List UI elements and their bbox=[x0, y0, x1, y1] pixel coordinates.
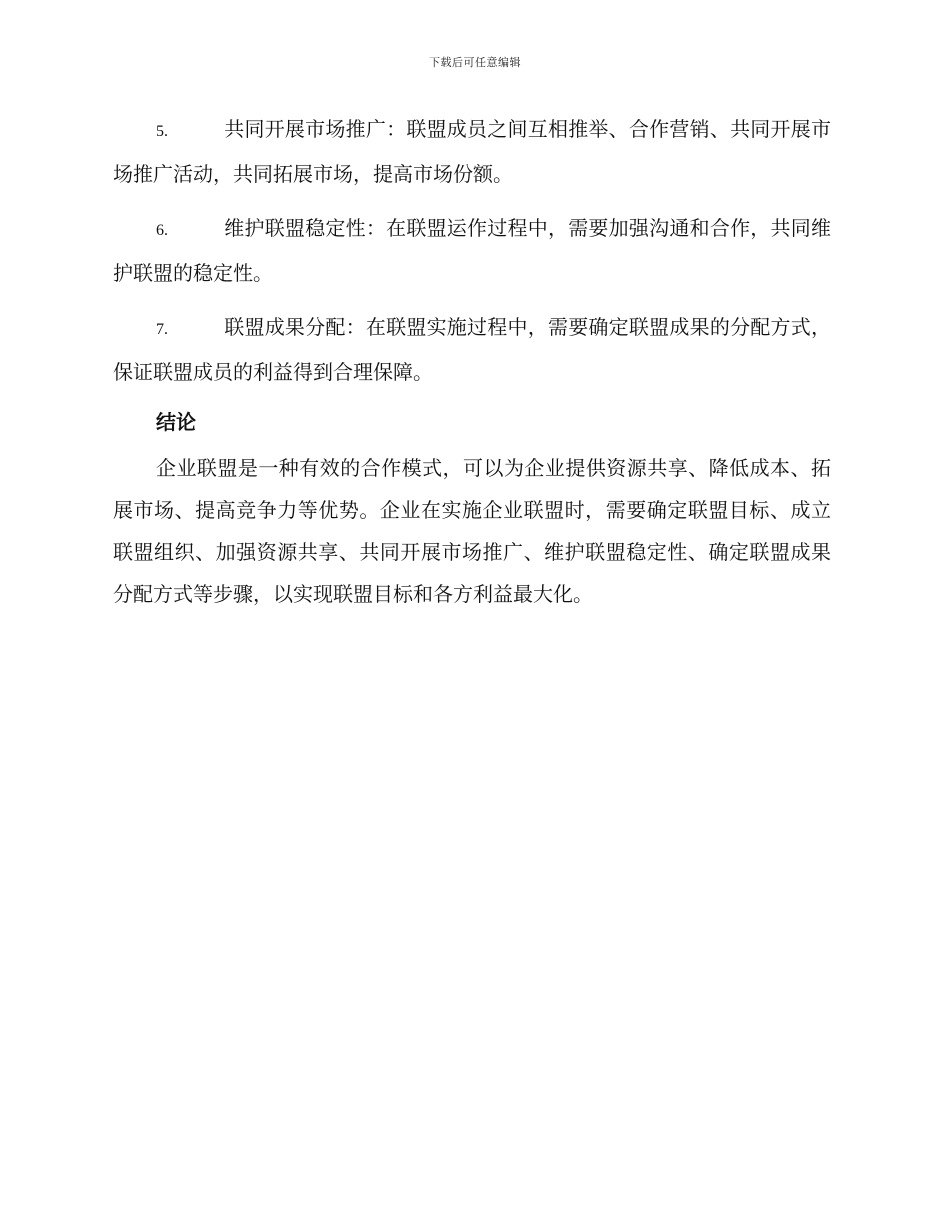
document-body bbox=[113, 108, 831, 615]
list-item-6 bbox=[113, 207, 831, 294]
list-item-number: 6. bbox=[156, 222, 168, 239]
list-item-text: 维护联盟稳定性：在联盟运作过程中，需要加强沟通和合作，共同维护联盟的稳定性。 bbox=[113, 216, 831, 285]
page-header-note: 下载后可任意编辑 bbox=[429, 56, 521, 69]
list-item-text: 联盟成果分配：在联盟实施过程中，需要确定联盟成果的分配方式，保证联盟成员的利益得到合理保障。 bbox=[113, 315, 831, 384]
list-item-text: 共同开展市场推广：联盟成员之间互相推举、合作营销、共同开展市场推广活动，共同拓展市场，提高市场份额。 bbox=[113, 117, 831, 186]
conclusion-paragraph: 企业联盟是一种有效的合作模式，可以为企业提供资源共享、降低成本、拓展市场、提高竞争力等优势。企业在实施企业联盟时，需要确定联盟目标、成立联盟组织、加强资源共享、共同开展市场推广、维护联盟稳定性、确定联盟成果分配方式等步骤，以实现联盟目标和各方利益最大化。 bbox=[113, 456, 831, 606]
section-heading-conclusion: 结论 bbox=[156, 410, 196, 434]
list-item-7 bbox=[113, 306, 831, 393]
list-item-number: 5. bbox=[156, 123, 168, 140]
list-item-number: 7. bbox=[156, 321, 168, 338]
list-item-5 bbox=[113, 108, 831, 195]
